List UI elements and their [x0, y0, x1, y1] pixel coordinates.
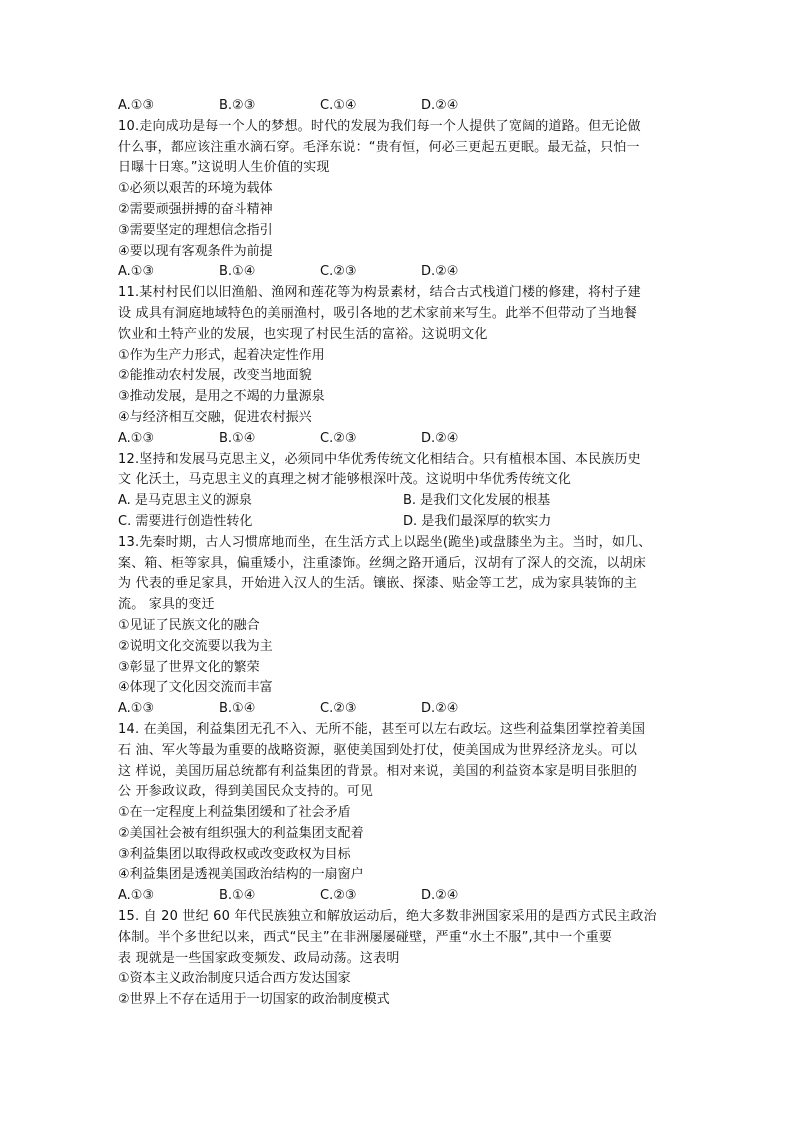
question-text-line: 11.某村村民们以旧渔船、渔网和莲花等为构景素材，结合古式栈道门楼的修建，将村子建	[118, 285, 641, 301]
answer-choices	[118, 262, 688, 283]
question-text-line: 10.走向成功是每一个人的梦想。时代的发展为我们每一个人提供了宽阔的道路。但无论做	[118, 118, 641, 134]
choice-d: D.②④	[421, 430, 459, 446]
choice-d: D.②④	[421, 701, 459, 717]
option-2: ②需要顽强拼搏的奋斗精神	[118, 201, 273, 217]
question-text-line: 设 成具有洞庭地域特色的美丽渔村，吸引各地的艺术家前来写生。此举不但带动了当地餐	[118, 305, 638, 321]
choice-b: B.②③	[219, 98, 256, 113]
answer-choices	[118, 886, 688, 907]
option-2: ②世界上不存在适用于一切国家的政治制度模式	[118, 992, 390, 1008]
question-text-line: 饮业和土特产业的发展，也实现了村民生活的富裕。这说明文化	[118, 326, 488, 342]
choice-a: A. 是马克思主义的源泉	[118, 493, 252, 509]
choice-d: D.②④	[421, 888, 459, 904]
option-2: ②能推动农村发展，改变当地面貌	[118, 368, 312, 384]
option-1: ①在一定程度上利益集团缓和了社会矛盾	[118, 805, 351, 821]
question-text-line: 14. 在美国，利益集团无孔不入、无所不能，甚至可以左右政坛。这些利益集团掌控着美国	[118, 721, 646, 737]
question-text-line: 13.先秦时期，古人习惯席地而坐，在生活方式上以跽坐(跪坐)或盘膝坐为主。当时，如几、	[118, 534, 652, 550]
option-2: ②美国社会被有组织强大的利益集团支配着	[118, 825, 364, 841]
question-text-line: 公 开参政议政，得到美国民众支持的。可见	[118, 784, 374, 800]
option-3: ③利益集团以取得政权或改变政权为目标	[118, 846, 351, 862]
choice-d: D.②④	[421, 98, 459, 113]
choice-a: A.①③	[118, 98, 155, 113]
option-4: ④要以现有客观条件为前提	[118, 243, 273, 259]
question-10	[118, 117, 688, 283]
answer-choices	[118, 429, 688, 450]
choice-b: B.①④	[219, 888, 256, 904]
question-text-line: 12.坚持和发展马克思主义，必须同中华优秀传统文化相结合。只有植根本国、本民族历史	[118, 451, 641, 467]
question-text-line: 文 化沃土，马克思主义的真理之树才能够根深叶茂。这说明中华优秀传统文化	[118, 472, 572, 488]
choice-b: B.①④	[219, 430, 256, 446]
choice-b: B. 是我们文化发展的根基	[403, 493, 551, 509]
choice-a: A.①③	[118, 888, 155, 904]
option-3: ③推动发展，是用之不竭的力量源泉	[118, 389, 325, 405]
choice-c: C.②③	[320, 264, 357, 280]
choice-b: B.①④	[219, 701, 256, 717]
question-text-line: 这 样说，美国历届总统都有利益集团的背景。相对来说，美国的利益资本家是明目张胆的	[118, 763, 638, 779]
question-text-line: 日曝十日寒。”这说明人生价值的实现	[118, 160, 330, 176]
choice-c: C.②③	[320, 430, 357, 446]
q9-choices	[118, 96, 688, 117]
exam-page	[118, 96, 688, 1011]
choice-c: C.②③	[320, 701, 357, 717]
choice-c: C.①④	[320, 98, 357, 113]
question-text-line: 什么事，都应该注重水滴石穿。毛泽东说：“贵有恒，何必三更起五更眠。最无益，只怕一	[118, 139, 640, 155]
question-13	[118, 533, 688, 720]
choice-b: B.①④	[219, 264, 256, 280]
option-3: ③需要坚定的理想信念指引	[118, 222, 273, 238]
question-14	[118, 720, 688, 907]
option-4: ④与经济相互交融，促进农村振兴	[118, 409, 312, 425]
answer-choices	[118, 699, 688, 720]
choice-a: A.①③	[118, 264, 155, 280]
question-text-line: 为 代表的垂足家具，开始进入汉人的生活。镶嵌、探漆、贴金等工艺，成为家具装饰的主	[118, 576, 638, 592]
question-15	[118, 907, 688, 1011]
choice-d: D. 是我们最深厚的软实力	[403, 513, 552, 529]
question-text-line: 表 现就是一些国家政变频发、政局动荡。这表明	[118, 950, 400, 966]
choice-d: D.②④	[421, 264, 459, 280]
option-1: ①必须以艰苦的环境为载体	[118, 181, 273, 197]
question-text-line: 案、箱、柜等家具，偏重矮小，注重漆饰。丝绸之路开通后，汉胡有了深人的交流，以胡床	[118, 555, 647, 571]
option-1: ①作为生产力形式，起着决定性作用	[118, 347, 325, 363]
choice-a: A.①③	[118, 430, 155, 446]
choice-c: C.②③	[320, 888, 357, 904]
answer-choices-row	[118, 512, 688, 533]
option-1: ①见证了民族文化的融合	[118, 617, 260, 633]
question-text-line: 15. 自 20 世纪 60 年代民族独立和解放运动后，绝大多数非洲国家采用的是西方式民主政治	[118, 909, 657, 925]
question-text-line: 体制。半个多世纪以来，西式“民主”在非洲屡屡碰壁，严重“水土不服”,其中一个重要	[118, 929, 613, 945]
option-2: ②说明文化交流要以我为主	[118, 638, 273, 654]
option-3: ③彰显了世界文化的繁荣	[118, 659, 260, 675]
answer-choices-row	[118, 491, 688, 512]
question-text-line: 石 油、军火等最为重要的战略资源，驱使美国到处打仗，使美国成为世界经济龙头。可以	[118, 742, 638, 758]
question-11	[118, 283, 688, 449]
choice-c: C. 需要进行创造性转化	[118, 513, 253, 529]
choice-a: A.①③	[118, 701, 155, 717]
option-4: ④利益集团是透视美国政治结构的一扇窗户	[118, 867, 364, 883]
question-12	[118, 450, 688, 533]
option-4: ④体现了文化因交流而丰富	[118, 680, 273, 696]
question-text-line: 流。 家具的变迁	[118, 597, 215, 613]
option-1: ①资本主义政治制度只适合西方发达国家	[118, 971, 351, 987]
